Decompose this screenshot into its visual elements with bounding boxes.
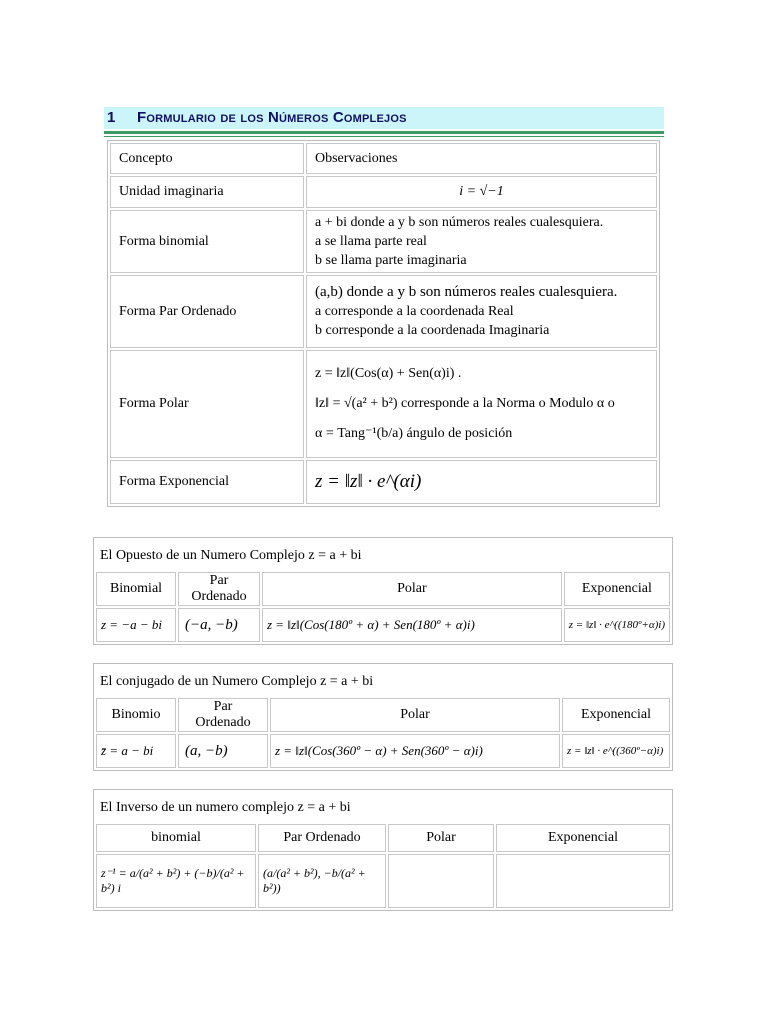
- section-title: Formulario de los Números Complejos: [137, 109, 407, 126]
- header-polar: Polar: [262, 572, 562, 606]
- header-exponencial: Exponencial: [562, 698, 670, 732]
- conjugado-binomio: z̄ = a − bi: [96, 734, 176, 768]
- heading-rule-thick: [104, 131, 664, 134]
- opuesto-par: (−a, −b): [178, 608, 260, 642]
- conjugado-exponencial: z = ‖z‖ · e^((360º−α)i): [562, 734, 670, 768]
- obs-line: a + bi donde a y b son números reales cualesquiera.: [315, 215, 604, 230]
- opuesto-exponencial: z = ‖z‖ · e^((180º+α)i): [564, 608, 670, 642]
- conjugado-caption: El conjugado de un Numero Complejo z = a + bi: [100, 674, 374, 689]
- obs-line: b corresponde a la coordenada Imaginaria: [315, 323, 550, 338]
- conjugado-polar: z = ‖z‖(Cos(360º − α) + Sen(360º − α)i): [270, 734, 560, 768]
- heading-rule-thin: [104, 136, 664, 137]
- opuesto-table: [93, 537, 673, 645]
- header-binomio: Binomio: [96, 698, 176, 732]
- obs-forma-binomial: [306, 210, 657, 273]
- section-number: 1: [107, 109, 116, 126]
- inverso-table: [93, 789, 673, 911]
- concept-forma-binomial: Forma binomial: [110, 210, 304, 273]
- opuesto-caption: El Opuesto de un Numero Complejo z = a + bi: [100, 548, 362, 563]
- inverso-binomial: z⁻¹ = a/(a² + b²) + (−b)/(a² + b²) i: [96, 854, 256, 908]
- concept-unidad-imaginaria: Unidad imaginaria: [110, 176, 304, 208]
- header-polar: Polar: [388, 824, 494, 852]
- formula-text: i = √−1: [459, 184, 504, 199]
- obs-line: a corresponde a la coordenada Real: [315, 304, 514, 319]
- opuesto-polar: z = ‖z‖(Cos(180º + α) + Sen(180º + α)i): [262, 608, 562, 642]
- header-par-ordenado: Par Ordenado: [258, 824, 386, 852]
- formula-table: [107, 140, 660, 507]
- header-exponencial: Exponencial: [496, 824, 670, 852]
- opuesto-binomial: z = −a − bi: [96, 608, 176, 642]
- obs-forma-exponencial: [306, 460, 657, 504]
- inverso-par: (a/(a² + b²), −b/(a² + b²)): [258, 854, 386, 908]
- obs-line: (a,b) donde a y b son números reales cualesquiera.: [315, 284, 618, 300]
- obs-line: b se llama parte imaginaria: [315, 253, 467, 268]
- concept-forma-polar: Forma Polar: [110, 350, 304, 458]
- obs-forma-par-ordenado: [306, 275, 657, 348]
- concept-forma-exponencial: Forma Exponencial: [110, 460, 304, 504]
- formula-exponencial: z = ‖z‖ · e^(αi): [315, 471, 422, 492]
- inverso-exponencial: [496, 854, 670, 908]
- header-concepto: Concepto: [110, 143, 304, 174]
- conjugado-par: (a, −b): [178, 734, 268, 768]
- obs-line: a se llama parte real: [315, 234, 427, 249]
- obs-line: z = ‖z‖(Cos(α) + Sen(α)i) .: [315, 366, 462, 381]
- obs-forma-polar: [306, 350, 657, 458]
- header-observaciones: Observaciones: [306, 143, 657, 174]
- obs-line: α = Tang⁻¹(b/a) ángulo de posición: [315, 426, 513, 441]
- formula-unidad-imaginaria: [306, 176, 657, 208]
- inverso-polar: [388, 854, 494, 908]
- obs-line: ‖z‖ = √(a² + b²) corresponde a la Norma o Modulo α o: [315, 396, 615, 411]
- header-polar: Polar: [270, 698, 560, 732]
- header-par-ordenado: Par Ordenado: [178, 698, 268, 732]
- header-par-ordenado: Par Ordenado: [178, 572, 260, 606]
- concept-forma-par-ordenado: Forma Par Ordenado: [110, 275, 304, 348]
- conjugado-table: [93, 663, 673, 771]
- header-binomial: binomial: [96, 824, 256, 852]
- header-exponencial: Exponencial: [564, 572, 670, 606]
- header-binomial: Binomial: [96, 572, 176, 606]
- section-heading: [104, 107, 664, 129]
- inverso-caption: El Inverso de un numero complejo z = a + bi: [100, 800, 351, 815]
